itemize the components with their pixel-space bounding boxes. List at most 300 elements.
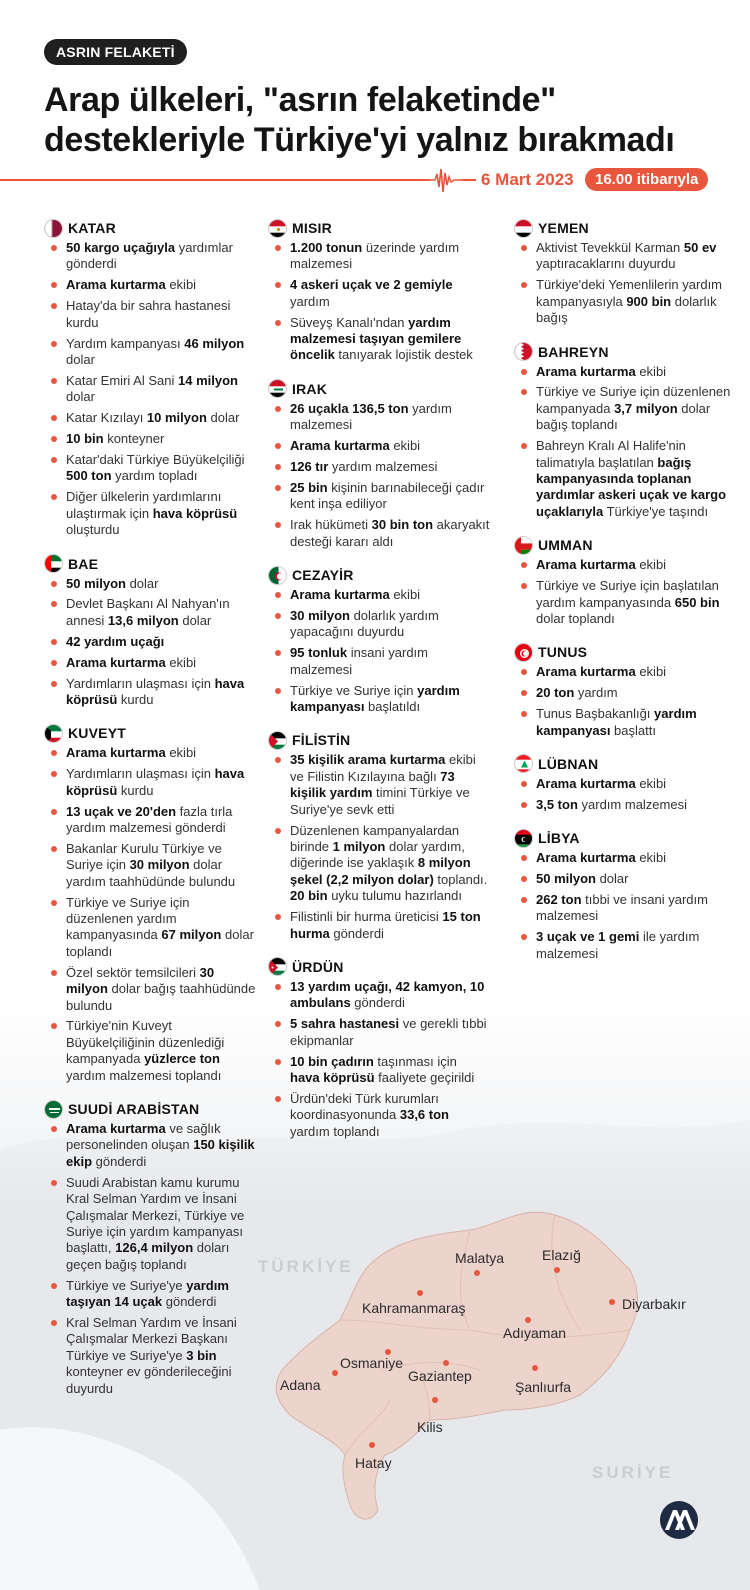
- aid-item-text: ekibi: [389, 438, 421, 454]
- aid-item-text: dolar: [595, 871, 629, 887]
- aid-list: [514, 240, 734, 327]
- aid-item-highlight: 50 milyon: [66, 575, 126, 591]
- aid-item-highlight: 3 uçak ve 1 gemi: [536, 929, 640, 945]
- aid-item-text: dolar: [66, 389, 95, 405]
- country-header: [44, 1100, 259, 1118]
- kuwait-flag-icon: [44, 724, 63, 743]
- aid-item: [66, 1175, 259, 1273]
- aid-item-text: Suudi Arabistan kamu kurumu Kral Selman Yardım ve İnsani Çalışmalar Merkezi, Türkiye ve Suriye için yardım kampanyası başlattı,: [66, 1174, 245, 1256]
- country-name: IRAK: [292, 380, 328, 397]
- city-adiyaman: Adıyaman: [503, 1325, 567, 1341]
- aid-item: [66, 676, 259, 709]
- aid-list: [44, 745, 259, 1084]
- yemen-flag-icon: [514, 219, 533, 238]
- aid-item: [536, 929, 734, 962]
- aid-item-highlight: 46 milyon: [184, 335, 245, 351]
- aid-item: [536, 892, 734, 925]
- aid-item-highlight: Arama kurtarma: [536, 775, 636, 791]
- aid-item-highlight: 126 tır: [290, 459, 329, 475]
- seismograph-icon: [430, 165, 464, 195]
- country-header: [268, 958, 490, 976]
- aid-item-text: dolar toplandı: [536, 610, 615, 626]
- aid-item-highlight: 3,5 ton: [536, 796, 578, 812]
- aid-item-highlight: 30 milyon: [290, 608, 350, 623]
- aid-item-highlight: 262 ton: [536, 892, 582, 908]
- aid-list: [514, 664, 734, 739]
- aid-item-text: Türkiye ve Suriye için düzenlenen yardım kampanyasında: [66, 894, 190, 943]
- country-header: [44, 219, 259, 237]
- aid-item: [290, 979, 490, 1012]
- aid-item: [66, 336, 259, 369]
- aid-list: [268, 979, 490, 1140]
- aid-item-highlight: 67 milyon: [161, 927, 222, 943]
- aid-item: [66, 895, 259, 961]
- aid-item: [536, 797, 734, 813]
- aid-item: [66, 240, 259, 273]
- country-header: [268, 566, 490, 584]
- aid-item-highlight: 150 kişilik ekip: [66, 1137, 255, 1169]
- aid-item-text: Türkiye'ye taşındı: [603, 503, 709, 519]
- aid-item-highlight: 10 milyon: [146, 410, 207, 426]
- aid-item-text: dolarlık bağış: [536, 293, 717, 326]
- aid-item-highlight: Arama kurtarma: [536, 850, 636, 866]
- aid-item-text: tıbbi ve insani yardım malzemesi: [536, 892, 708, 924]
- aid-item-highlight: 13,6 milyon: [107, 612, 179, 628]
- aid-item: [290, 480, 490, 513]
- aid-item: [290, 438, 490, 454]
- aid-item-text: ekibi: [635, 775, 667, 791]
- aid-item-highlight: Arama kurtarma: [536, 664, 636, 680]
- aid-item: [536, 776, 734, 792]
- aid-item: [536, 277, 734, 326]
- column-left: [44, 219, 259, 1413]
- aid-item-highlight: 25 bin: [290, 479, 328, 495]
- aid-item-highlight: 10 bin çadırın: [290, 1053, 374, 1069]
- aid-item-highlight: 30 milyon: [129, 857, 190, 873]
- country-name: TUNUS: [538, 644, 588, 661]
- aid-item-text: Türkiye ve Suriye için düzenlenen kampanyada: [536, 384, 731, 416]
- aid-item-text: Düzenlenen kampanyalardan birinde: [290, 822, 460, 854]
- saudi-flag-icon: [44, 1100, 63, 1119]
- country-section-jordan: [268, 958, 490, 1140]
- column-middle: [268, 219, 490, 1156]
- headline-line-1: Arap ülkeleri, "asrın felaketinde": [44, 81, 556, 119]
- report-date: 6 Mart 2023: [481, 170, 574, 189]
- aid-item-highlight: 3 bin: [186, 1347, 217, 1363]
- country-section-palestine: [268, 731, 490, 941]
- aid-item-text: doları geçen bağış toplandı: [66, 1240, 230, 1272]
- country-section-tunisia: [514, 643, 734, 739]
- aid-item: [290, 1091, 490, 1140]
- aid-item: [66, 431, 259, 447]
- country-section-kuwait: [44, 724, 259, 1084]
- aid-item-text: üzerinde yardım malzemesi: [290, 240, 460, 272]
- country-section-libya: [514, 829, 734, 962]
- country-name: KATAR: [68, 220, 116, 236]
- dateline: [0, 165, 750, 195]
- aid-item-text: Irak hükümeti: [290, 517, 372, 533]
- aid-item: [66, 298, 259, 331]
- aid-item-text: yardım malzemesi toplandı: [66, 1067, 222, 1083]
- aid-item-text: yardım malzemesi: [577, 796, 687, 812]
- aid-item-text: Süveyş Kanalı'ndan: [290, 314, 409, 330]
- aid-item-highlight: bağış kampanyasında toplanan yardımlar askeri uçak ve kargo uçaklarıyla: [536, 454, 727, 519]
- country-name: BAE: [68, 555, 99, 572]
- country-section-lebanon: [514, 755, 734, 813]
- aid-item-text: ekibi ve Filistin Kızılayına bağlı: [290, 752, 476, 784]
- aid-list: [44, 240, 259, 539]
- aid-item: [66, 596, 259, 629]
- city-kilis: Kilis: [417, 1419, 443, 1435]
- aid-item-text: Özel sektör temsilcileri: [66, 964, 200, 980]
- libya-flag-icon: [514, 829, 533, 848]
- aid-list: [44, 576, 259, 709]
- aid-item: [66, 655, 259, 671]
- aid-item: [536, 240, 734, 273]
- aid-item: [290, 823, 490, 905]
- aid-list: [268, 401, 490, 550]
- aid-item-highlight: 3,7 milyon: [614, 400, 678, 416]
- aid-item-text: uyku tulumu hazırlandı: [327, 888, 462, 904]
- aid-item-highlight: 95 tonluk: [290, 645, 348, 661]
- aid-item-highlight: 650 bin: [674, 594, 720, 610]
- aid-item-highlight: 30 milyon: [66, 964, 215, 997]
- aid-item-highlight: 50 ev: [683, 240, 717, 255]
- country-header: [268, 219, 490, 237]
- aid-item-text: Yardımların ulaşması için: [66, 675, 215, 691]
- aid-item: [66, 804, 259, 837]
- country-section-egypt: [268, 219, 490, 364]
- aid-item-text: Bahreyn Kralı Al Halife'nin talimatıyla başlatılan: [536, 438, 686, 470]
- aid-item-highlight: 13 uçak ve 20'den: [66, 803, 177, 819]
- aid-item: [290, 1054, 490, 1087]
- country-header: [514, 643, 734, 661]
- country-name: SUUDİ ARABİSTAN: [68, 1101, 200, 1118]
- city-osmaniye: Osmaniye: [340, 1355, 404, 1371]
- egypt-flag-icon: [268, 219, 287, 238]
- aid-item-text: dolar yardım, diğerinde ise yaklaşık: [290, 838, 465, 871]
- aid-item-highlight: 8 milyon şekel (2,2 milyon dolar): [290, 855, 471, 887]
- city-diyarbakir: Diyarbakır: [622, 1296, 686, 1312]
- aid-item-highlight: 26 uçakla 136,5 ton: [290, 400, 409, 416]
- aid-item: [66, 634, 259, 650]
- aid-item-text: Ürdün'deki Türk kurumları koordinasyonunda: [290, 1090, 439, 1123]
- aid-item: [66, 1018, 259, 1084]
- aid-item-text: Türkiye ve Suriye'ye: [66, 1277, 187, 1293]
- report-time-badge: 16.00 itibarıyla: [585, 168, 708, 191]
- bahrain-flag-icon: [514, 342, 533, 361]
- aid-item: [66, 489, 259, 538]
- aid-item-highlight: 14 milyon: [178, 372, 238, 388]
- aid-item-highlight: 4 askeri uçak ve 2 gemiyle: [290, 277, 453, 293]
- aid-item-text: akaryakıt desteği kararı aldı: [290, 517, 490, 549]
- aid-item-text: dolar: [206, 410, 240, 426]
- aid-item-highlight: Arama kurtarma: [66, 654, 166, 670]
- aid-item-text: Yardımların ulaşması için: [66, 766, 215, 782]
- aid-item-text: dolar bağış taahhüdünde bulundu: [66, 981, 256, 1013]
- aid-item: [66, 745, 259, 761]
- aid-item-text: Katar Emiri Al Sani: [66, 372, 178, 388]
- aid-item: [66, 1278, 259, 1311]
- country-name: LİBYA: [538, 830, 580, 847]
- aid-item-highlight: 126,4 milyon: [115, 1240, 194, 1256]
- aid-item-text: tanıyarak lojistik destek: [334, 347, 473, 363]
- aid-item-highlight: 50 kargo uçağıyla: [66, 240, 176, 255]
- aid-item: [536, 438, 734, 520]
- country-section-bahrain: [514, 343, 734, 521]
- aid-item-highlight: Arama kurtarma: [290, 438, 390, 454]
- country-header: [514, 755, 734, 773]
- country-label-turkiye: TÜRKİYE: [258, 1257, 354, 1276]
- accent-rule-end: [462, 179, 476, 181]
- aid-item-highlight: yardım taşıyan 14 uçak: [66, 1277, 229, 1310]
- aid-item-highlight: 1 milyon: [332, 838, 386, 854]
- aid-item-text: oluşturdu: [66, 522, 120, 538]
- country-header: [44, 724, 259, 742]
- country-name: BAHREYN: [538, 343, 609, 360]
- aid-item: [66, 452, 259, 485]
- lebanon-flag-icon: [514, 754, 533, 773]
- aid-item-highlight: Arama kurtarma: [290, 587, 390, 603]
- aid-item-text: Katar'daki Türkiye Büyükelçiliği: [66, 451, 245, 467]
- aid-item-text: yardım toplandı: [290, 1123, 380, 1139]
- tunisia-flag-icon: [514, 643, 533, 662]
- city-elazig: Elazığ: [542, 1247, 581, 1263]
- aid-item-text: yaptıracaklarını duyurdu: [536, 256, 676, 272]
- aid-item-text: konteyner ev gönderileceğini duyurdu: [66, 1364, 232, 1396]
- aid-item-text: ekibi: [165, 654, 197, 670]
- aid-item-text: Kral Selman Yardım ve İnsani Çalışmalar Merkezi Başkanı Türkiye ve Suriye'ye: [66, 1315, 237, 1363]
- aid-item: [66, 965, 259, 1014]
- aid-item-text: yardım malzemesi: [328, 459, 438, 475]
- country-section-qatar: [44, 219, 259, 539]
- aid-item: [536, 664, 734, 680]
- city-kahramanmaras: Kahramanmaraş: [362, 1300, 466, 1316]
- aid-item-text: Diğer ülkelerin yardımlarını ulaştırmak için: [66, 489, 222, 521]
- aid-item-highlight: yardım kampanyası: [290, 682, 460, 715]
- aid-item-highlight: 20 bin: [290, 888, 328, 904]
- aid-item-highlight: Arama kurtarma: [536, 557, 636, 573]
- aid-item-highlight: 73 kişilik yardım: [290, 768, 455, 801]
- aid-item-text: kurdu: [117, 782, 154, 798]
- country-section-uae: [44, 555, 259, 709]
- aid-item-highlight: hava köprüsü: [152, 505, 238, 521]
- aid-item-text: ile yardım malzemesi: [536, 929, 700, 961]
- aid-item-highlight: 33,6 ton: [399, 1107, 449, 1123]
- aid-item-highlight: hava köprüsü: [66, 766, 245, 798]
- jordan-flag-icon: [268, 957, 287, 976]
- column-right: [514, 219, 734, 978]
- country-name: CEZAYİR: [292, 567, 354, 584]
- city-malatya: Malatya: [455, 1250, 505, 1266]
- aid-item: [536, 871, 734, 887]
- country-name: ÜRDÜN: [292, 958, 344, 975]
- aid-item: [66, 410, 259, 426]
- aid-item-text: ve sağlık personelinden oluşan: [66, 1121, 221, 1153]
- aid-item: [290, 517, 490, 550]
- aid-item-text: yardım: [574, 685, 618, 701]
- aid-item-text: Yardım kampanyası: [66, 335, 185, 351]
- aid-item-highlight: 500 ton: [66, 468, 112, 484]
- country-header: [268, 731, 490, 749]
- aid-item: [290, 1016, 490, 1049]
- aid-item-text: dolar yardım taahhüdünde bulundu: [66, 857, 236, 889]
- aid-list: [268, 587, 490, 715]
- aid-item-text: Bakanlar Kurulu Türkiye ve Suriye için: [66, 840, 222, 873]
- aid-item-text: Türkiye'deki Yemenlilerin yardım kampanyasıyla: [536, 277, 723, 309]
- aid-item: [66, 1315, 259, 1397]
- aid-item-text: fazla tırla yardım malzemesi gönderdi: [66, 803, 233, 835]
- aid-list: [44, 1121, 259, 1397]
- aid-item-text: dolar: [178, 612, 212, 628]
- aid-item: [290, 608, 490, 641]
- aid-item-text: konteyner: [103, 431, 165, 447]
- aid-item-highlight: 1.200 tonun: [290, 240, 363, 255]
- aid-item: [66, 766, 259, 799]
- aid-item-text: kişinin barınabileceği çadır kent inşa ediliyor: [290, 479, 485, 512]
- country-header: [514, 829, 734, 847]
- aid-item-text: dolar bağış toplandı: [536, 400, 711, 433]
- aid-item-text: başlattı: [610, 722, 656, 738]
- aid-item-text: gönderdi: [162, 1294, 217, 1310]
- aid-item-text: gönderdi: [92, 1153, 147, 1169]
- aid-item: [536, 706, 734, 739]
- aid-item-text: Türkiye ve Suriye için başlatılan yardım kampanyasında: [536, 578, 719, 610]
- aid-item: [290, 240, 490, 273]
- aid-item: [536, 578, 734, 627]
- country-name: YEMEN: [538, 220, 589, 236]
- aid-item: [290, 683, 490, 716]
- aid-item-highlight: yardım malzemesi taşıyan gemilere öncelik: [290, 314, 462, 363]
- aid-item-text: Filistinli bir hurma üreticisi: [290, 909, 443, 925]
- aid-list: [268, 240, 490, 364]
- aid-item-text: insani yardım malzemesi: [290, 645, 428, 677]
- aid-item: [66, 1121, 259, 1170]
- aid-item-highlight: 10 bin: [66, 431, 104, 447]
- aid-item-text: Türkiye ve Suriye için: [290, 682, 418, 698]
- country-header: [514, 536, 734, 554]
- aid-list: [514, 850, 734, 962]
- country-section-yemen: [514, 219, 734, 327]
- aid-item: [290, 277, 490, 310]
- aid-item-text: ekibi: [635, 664, 667, 680]
- uae-flag-icon: [44, 554, 63, 573]
- aid-item-text: taşınması için: [373, 1053, 457, 1069]
- country-label-suriye: SURİYE: [592, 1463, 674, 1482]
- category-badge: ASRIN FELAKETİ: [44, 39, 187, 65]
- aid-list: [514, 364, 734, 521]
- aid-item: [536, 557, 734, 573]
- aid-item-highlight: yüzlerce ton: [144, 1051, 220, 1067]
- country-name: KUVEYT: [68, 725, 126, 742]
- headline: [44, 80, 734, 160]
- aid-item-text: Türkiye'nin Kuveyt Büyükelçiliğinin düzenlediği kampanyada: [66, 1018, 225, 1067]
- aid-item-text: Katar Kızılayı: [66, 410, 147, 426]
- aid-item-highlight: hava köprüsü: [290, 1069, 375, 1085]
- aid-item-highlight: Arama kurtarma: [536, 363, 636, 379]
- aid-item: [66, 277, 259, 293]
- aid-item-highlight: yardım kampanyası: [536, 706, 697, 738]
- country-name: MISIR: [292, 220, 332, 236]
- aid-item: [536, 364, 734, 380]
- aid-item-highlight: Arama kurtarma: [66, 277, 166, 293]
- aid-item-highlight: 13 yardım uçağı, 42 kamyon, 10 ambulans: [290, 978, 485, 1011]
- country-name: FİLİSTİN: [292, 732, 351, 749]
- aid-item-text: ve gerekli tıbbi ekipmanlar: [290, 1016, 487, 1048]
- aid-item-text: yardım malzemesi: [290, 400, 452, 433]
- aid-item-text: yardımlar gönderdi: [66, 240, 233, 272]
- aid-item-highlight: 35 kişilik arama kurtarma: [290, 752, 446, 768]
- aid-item-highlight: 42 yardım uçağı: [66, 633, 165, 649]
- aid-item-highlight: 50 milyon: [536, 871, 596, 887]
- aid-item-text: Hatay'da bir sahra hastanesi kurdu: [66, 298, 231, 330]
- city-sanliurfa: Şanlıurfa: [515, 1379, 572, 1395]
- aid-item-highlight: 900 bin: [626, 293, 672, 309]
- aid-item-text: Tunus Başbakanlığı: [536, 706, 655, 722]
- aid-item-highlight: 15 ton hurma: [290, 909, 481, 941]
- aid-list: [514, 557, 734, 627]
- aid-item-text: gönderdi: [350, 995, 405, 1011]
- aid-item-text: dolar: [125, 575, 159, 591]
- aid-item-text: ekibi: [389, 587, 421, 603]
- aid-item-highlight: hava köprüsü: [66, 675, 245, 707]
- aid-item-highlight: 20 ton: [536, 685, 575, 701]
- aid-item-text: Devlet Başkanı Al Nahyan'ın annesi: [66, 596, 230, 628]
- aid-item: [290, 752, 490, 818]
- aid-item-text: dolar toplandı: [66, 927, 254, 959]
- aid-item-text: timini Türkiye ve Suriye'ye sevk etti: [290, 785, 470, 817]
- aid-item: [290, 909, 490, 942]
- country-section-algeria: [268, 566, 490, 715]
- aid-item: [290, 459, 490, 475]
- headline-line-2: destekleriyle Türkiye'yi yalnız bırakmadı: [44, 121, 675, 159]
- algeria-flag-icon: [268, 566, 287, 585]
- country-section-oman: [514, 536, 734, 627]
- oman-flag-icon: [514, 536, 533, 555]
- aid-item-highlight: 5 sahra hastanesi: [290, 1016, 400, 1032]
- qatar-flag-icon: [44, 219, 63, 238]
- aid-item-highlight: Arama kurtarma: [66, 745, 166, 761]
- palestine-flag-icon: [268, 731, 287, 750]
- aid-item-text: yardım: [290, 293, 330, 309]
- aid-item-text: başlatıldı: [364, 699, 421, 715]
- country-section-saudi: [44, 1100, 259, 1397]
- aid-item-text: yardım topladı: [111, 468, 198, 484]
- aid-item: [536, 850, 734, 866]
- accent-rule: [0, 179, 430, 181]
- aid-item-text: ekibi: [165, 745, 197, 761]
- aid-item-text: toplandı.: [433, 871, 488, 887]
- aid-list: [514, 776, 734, 813]
- country-name: LÜBNAN: [538, 755, 599, 772]
- country-name: UMMAN: [538, 537, 593, 554]
- iraq-flag-icon: [268, 379, 287, 398]
- city-gaziantep: Gaziantep: [408, 1368, 472, 1384]
- country-header: [44, 555, 259, 573]
- aid-item-highlight: 30 bin ton: [371, 517, 434, 533]
- country-section-iraq: [268, 380, 490, 550]
- aid-item-text: kurdu: [117, 691, 154, 707]
- aid-list: [268, 752, 490, 941]
- aid-item-text: ekibi: [635, 557, 667, 573]
- aid-item: [290, 401, 490, 434]
- country-header: [514, 219, 734, 237]
- aid-item-text: ekibi: [165, 277, 197, 293]
- aid-item-text: dolar: [66, 351, 95, 367]
- aid-item: [66, 841, 259, 890]
- aid-item: [290, 315, 490, 364]
- aid-item: [290, 587, 490, 603]
